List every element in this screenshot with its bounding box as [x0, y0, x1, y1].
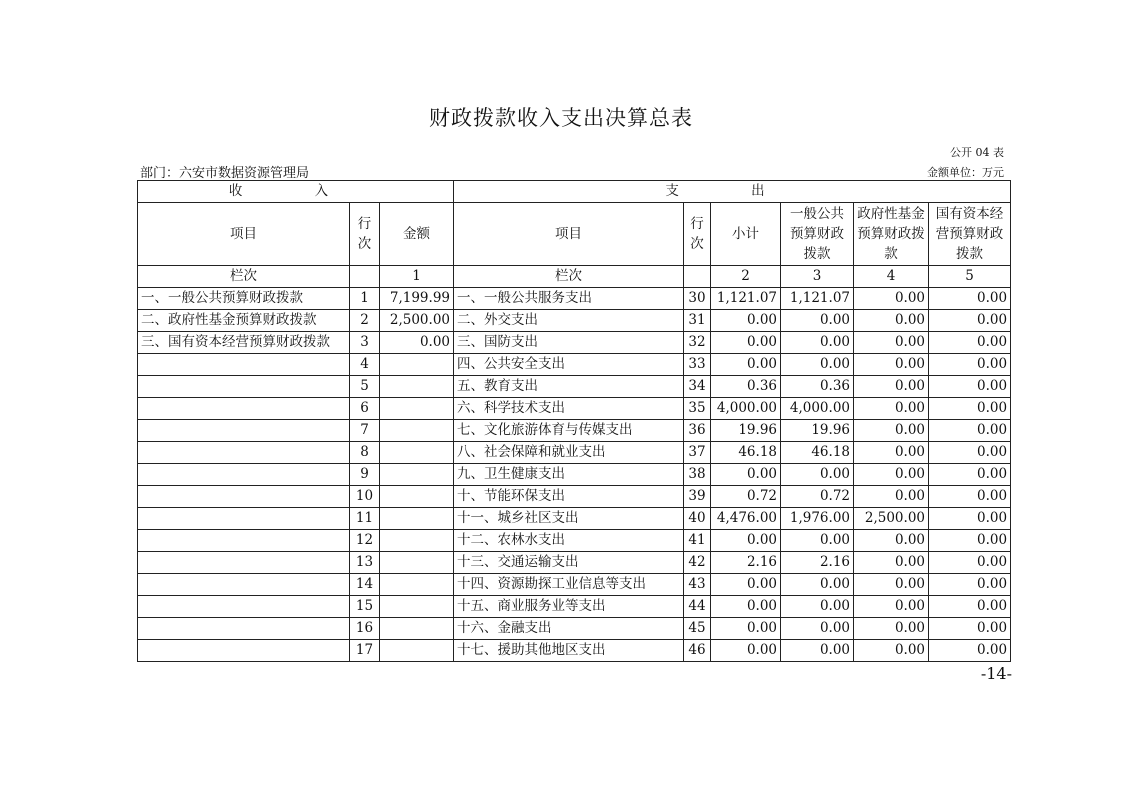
cell-state-capital: 0.00: [929, 618, 1011, 640]
cell-income-amount: [380, 508, 454, 530]
cell-expense-item: 十六、金融支出: [454, 618, 684, 640]
cell-general-budget: 4,000.00: [781, 398, 854, 420]
cell-general-budget: 19.96: [781, 420, 854, 442]
cell-subtotal: 0.00: [711, 310, 781, 332]
cell-fund-budget: 0.00: [854, 574, 929, 596]
cell-subtotal: 0.00: [711, 574, 781, 596]
cell-expense-rowno: 31: [684, 310, 711, 332]
col-general-budget: 一般公共预算财政拨款: [781, 203, 854, 266]
table-row: [138, 640, 1011, 662]
cell-expense-item: 九、卫生健康支出: [454, 464, 684, 486]
cell-expense-rowno: 37: [684, 442, 711, 464]
form-number: 公开 04 表: [950, 146, 1004, 159]
cell-fund-budget: 0.00: [854, 398, 929, 420]
cell-fund-budget: 0.00: [854, 640, 929, 662]
cell-income-amount: [380, 464, 454, 486]
cell-expense-rowno: 36: [684, 420, 711, 442]
cell-subtotal: 0.00: [711, 354, 781, 376]
cell-expense-rowno: 45: [684, 618, 711, 640]
cell-expense-item: 一、一般公共服务支出: [454, 288, 684, 310]
cell-fund-budget: 2,500.00: [854, 508, 929, 530]
col-income-item: 项目: [138, 203, 350, 266]
col-index-3: 3: [781, 266, 854, 288]
cell-expense-item: 十五、商业服务业等支出: [454, 596, 684, 618]
col-index-exp-label: 栏次: [454, 266, 684, 288]
cell-income-amount: 7,199.99: [380, 288, 454, 310]
cell-subtotal: 0.00: [711, 464, 781, 486]
col-expense-item: 项目: [454, 203, 684, 266]
cell-income-item: [138, 354, 350, 376]
cell-income-rowno: 10: [350, 486, 380, 508]
cell-general-budget: 0.36: [781, 376, 854, 398]
cell-fund-budget: 0.00: [854, 354, 929, 376]
cell-state-capital: 0.00: [929, 310, 1011, 332]
cell-expense-rowno: 46: [684, 640, 711, 662]
col-index-5: 5: [929, 266, 1011, 288]
col-index-2: 2: [711, 266, 781, 288]
cell-fund-budget: 0.00: [854, 552, 929, 574]
cell-state-capital: 0.00: [929, 552, 1011, 574]
cell-income-amount: [380, 596, 454, 618]
cell-fund-budget: 0.00: [854, 332, 929, 354]
cell-income-amount: [380, 486, 454, 508]
cell-state-capital: 0.00: [929, 486, 1011, 508]
cell-state-capital: 0.00: [929, 398, 1011, 420]
col-state-capital: 国有资本经营预算财政拨款: [929, 203, 1011, 266]
cell-state-capital: 0.00: [929, 596, 1011, 618]
cell-subtotal: 1,121.07: [711, 288, 781, 310]
cell-state-capital: 0.00: [929, 508, 1011, 530]
cell-subtotal: 0.00: [711, 640, 781, 662]
cell-general-budget: 1,976.00: [781, 508, 854, 530]
cell-state-capital: 0.00: [929, 530, 1011, 552]
cell-expense-item: 十二、农林水支出: [454, 530, 684, 552]
table-row: [138, 420, 1011, 442]
cell-subtotal: 0.36: [711, 376, 781, 398]
cell-expense-item: 十一、城乡社区支出: [454, 508, 684, 530]
cell-subtotal: 0.00: [711, 596, 781, 618]
table-row: [138, 530, 1011, 552]
table-row: [138, 618, 1011, 640]
cell-state-capital: 0.00: [929, 354, 1011, 376]
cell-subtotal: 0.72: [711, 486, 781, 508]
cell-expense-rowno: 44: [684, 596, 711, 618]
cell-expense-item: 三、国防支出: [454, 332, 684, 354]
cell-subtotal: 4,000.00: [711, 398, 781, 420]
cell-income-amount: [380, 376, 454, 398]
table-row: [138, 442, 1011, 464]
cell-expense-item: 二、外交支出: [454, 310, 684, 332]
cell-expense-rowno: 42: [684, 552, 711, 574]
income-section-header: 收 入: [138, 181, 454, 203]
cell-state-capital: 0.00: [929, 464, 1011, 486]
cell-general-budget: 0.72: [781, 486, 854, 508]
cell-income-amount: [380, 398, 454, 420]
col-index-label: 栏次: [138, 266, 350, 288]
cell-subtotal: 0.00: [711, 530, 781, 552]
cell-income-item: 三、国有资本经营预算财政拨款: [138, 332, 350, 354]
table-row: [138, 508, 1011, 530]
cell-subtotal: 4,476.00: [711, 508, 781, 530]
cell-general-budget: 0.00: [781, 310, 854, 332]
cell-income-item: [138, 596, 350, 618]
cell-income-rowno: 13: [350, 552, 380, 574]
cell-subtotal: 19.96: [711, 420, 781, 442]
table-row: [138, 552, 1011, 574]
cell-income-rowno: 14: [350, 574, 380, 596]
cell-fund-budget: 0.00: [854, 420, 929, 442]
cell-general-budget: 46.18: [781, 442, 854, 464]
cell-general-budget: 0.00: [781, 596, 854, 618]
cell-income-amount: [380, 640, 454, 662]
budget-table: [137, 180, 1011, 662]
cell-income-rowno: 11: [350, 508, 380, 530]
cell-income-item: [138, 574, 350, 596]
col-expense-rowno: 行次: [684, 203, 711, 266]
cell-income-item: [138, 640, 350, 662]
cell-expense-rowno: 40: [684, 508, 711, 530]
cell-expense-item: 五、教育支出: [454, 376, 684, 398]
table-row: [138, 574, 1011, 596]
cell-income-amount: [380, 574, 454, 596]
cell-income-amount: [380, 530, 454, 552]
cell-income-amount: 2,500.00: [380, 310, 454, 332]
col-index-4: 4: [854, 266, 929, 288]
cell-subtotal: 0.00: [711, 618, 781, 640]
table-row: [138, 464, 1011, 486]
cell-fund-budget: 0.00: [854, 596, 929, 618]
department-label: 部门：六安市数据资源管理局: [140, 166, 310, 181]
cell-expense-rowno: 34: [684, 376, 711, 398]
cell-income-rowno: 3: [350, 332, 380, 354]
cell-income-rowno: 17: [350, 640, 380, 662]
cell-income-rowno: 15: [350, 596, 380, 618]
cell-expense-rowno: 38: [684, 464, 711, 486]
cell-expense-rowno: 30: [684, 288, 711, 310]
cell-state-capital: 0.00: [929, 442, 1011, 464]
cell-general-budget: 0.00: [781, 618, 854, 640]
table-row: [138, 486, 1011, 508]
cell-expense-item: 四、公共安全支出: [454, 354, 684, 376]
cell-income-item: [138, 530, 350, 552]
cell-subtotal: 46.18: [711, 442, 781, 464]
page-title: 财政拨款收入支出决算总表: [429, 106, 693, 130]
cell-income-amount: [380, 552, 454, 574]
cell-general-budget: 0.00: [781, 530, 854, 552]
cell-fund-budget: 0.00: [854, 376, 929, 398]
cell-state-capital: 0.00: [929, 332, 1011, 354]
table-row: [138, 288, 1011, 310]
table-row: [138, 310, 1011, 332]
cell-income-item: [138, 552, 350, 574]
table-row: [138, 596, 1011, 618]
cell-expense-item: 七、文化旅游体育与传媒支出: [454, 420, 684, 442]
cell-subtotal: 0.00: [711, 332, 781, 354]
cell-income-item: [138, 464, 350, 486]
table-row: [138, 398, 1011, 420]
cell-state-capital: 0.00: [929, 376, 1011, 398]
cell-income-item: 二、政府性基金预算财政拨款: [138, 310, 350, 332]
cell-subtotal: 2.16: [711, 552, 781, 574]
cell-income-rowno: 16: [350, 618, 380, 640]
cell-income-amount: 0.00: [380, 332, 454, 354]
cell-income-rowno: 9: [350, 464, 380, 486]
cell-general-budget: 0.00: [781, 464, 854, 486]
table-row: [138, 332, 1011, 354]
cell-income-item: [138, 420, 350, 442]
cell-income-item: [138, 486, 350, 508]
cell-fund-budget: 0.00: [854, 442, 929, 464]
col-fund-budget: 政府性基金预算财政拨款: [854, 203, 929, 266]
cell-expense-item: 十四、资源勘探工业信息等支出: [454, 574, 684, 596]
cell-general-budget: 0.00: [781, 574, 854, 596]
cell-income-amount: [380, 354, 454, 376]
cell-income-rowno: 5: [350, 376, 380, 398]
cell-expense-item: 十七、援助其他地区支出: [454, 640, 684, 662]
cell-expense-rowno: 32: [684, 332, 711, 354]
cell-state-capital: 0.00: [929, 640, 1011, 662]
cell-income-amount: [380, 618, 454, 640]
cell-income-amount: [380, 442, 454, 464]
col-income-rowno: 行次: [350, 203, 380, 266]
cell-state-capital: 0.00: [929, 574, 1011, 596]
cell-expense-item: 八、社会保障和就业支出: [454, 442, 684, 464]
cell-expense-rowno: 33: [684, 354, 711, 376]
cell-fund-budget: 0.00: [854, 530, 929, 552]
col-subtotal: 小计: [711, 203, 781, 266]
cell-income-rowno: 1: [350, 288, 380, 310]
expense-section-header: 支 出: [454, 181, 1011, 203]
col-index-1: 1: [380, 266, 454, 288]
cell-income-item: [138, 618, 350, 640]
cell-expense-rowno: 41: [684, 530, 711, 552]
cell-income-rowno: 6: [350, 398, 380, 420]
cell-general-budget: 0.00: [781, 332, 854, 354]
cell-expense-rowno: 39: [684, 486, 711, 508]
col-income-amount: 金额: [380, 203, 454, 266]
cell-fund-budget: 0.00: [854, 618, 929, 640]
cell-general-budget: 2.16: [781, 552, 854, 574]
cell-general-budget: 1,121.07: [781, 288, 854, 310]
cell-income-rowno: 4: [350, 354, 380, 376]
cell-state-capital: 0.00: [929, 288, 1011, 310]
cell-expense-rowno: 35: [684, 398, 711, 420]
cell-income-item: 一、一般公共预算财政拨款: [138, 288, 350, 310]
table-row: [138, 376, 1011, 398]
cell-income-rowno: 2: [350, 310, 380, 332]
unit-label: 金额单位：万元: [927, 166, 1004, 179]
cell-expense-item: 十三、交通运输支出: [454, 552, 684, 574]
cell-expense-item: 六、科学技术支出: [454, 398, 684, 420]
cell-income-rowno: 12: [350, 530, 380, 552]
cell-fund-budget: 0.00: [854, 486, 929, 508]
cell-state-capital: 0.00: [929, 420, 1011, 442]
cell-income-item: [138, 376, 350, 398]
cell-income-item: [138, 398, 350, 420]
cell-fund-budget: 0.00: [854, 288, 929, 310]
cell-general-budget: 0.00: [781, 640, 854, 662]
cell-general-budget: 0.00: [781, 354, 854, 376]
cell-income-item: [138, 508, 350, 530]
cell-expense-rowno: 43: [684, 574, 711, 596]
cell-fund-budget: 0.00: [854, 464, 929, 486]
cell-income-item: [138, 442, 350, 464]
cell-income-rowno: 8: [350, 442, 380, 464]
cell-income-rowno: 7: [350, 420, 380, 442]
cell-fund-budget: 0.00: [854, 310, 929, 332]
cell-income-amount: [380, 420, 454, 442]
cell-expense-item: 十、节能环保支出: [454, 486, 684, 508]
page-number: -14-: [980, 664, 1012, 683]
table-row: [138, 354, 1011, 376]
